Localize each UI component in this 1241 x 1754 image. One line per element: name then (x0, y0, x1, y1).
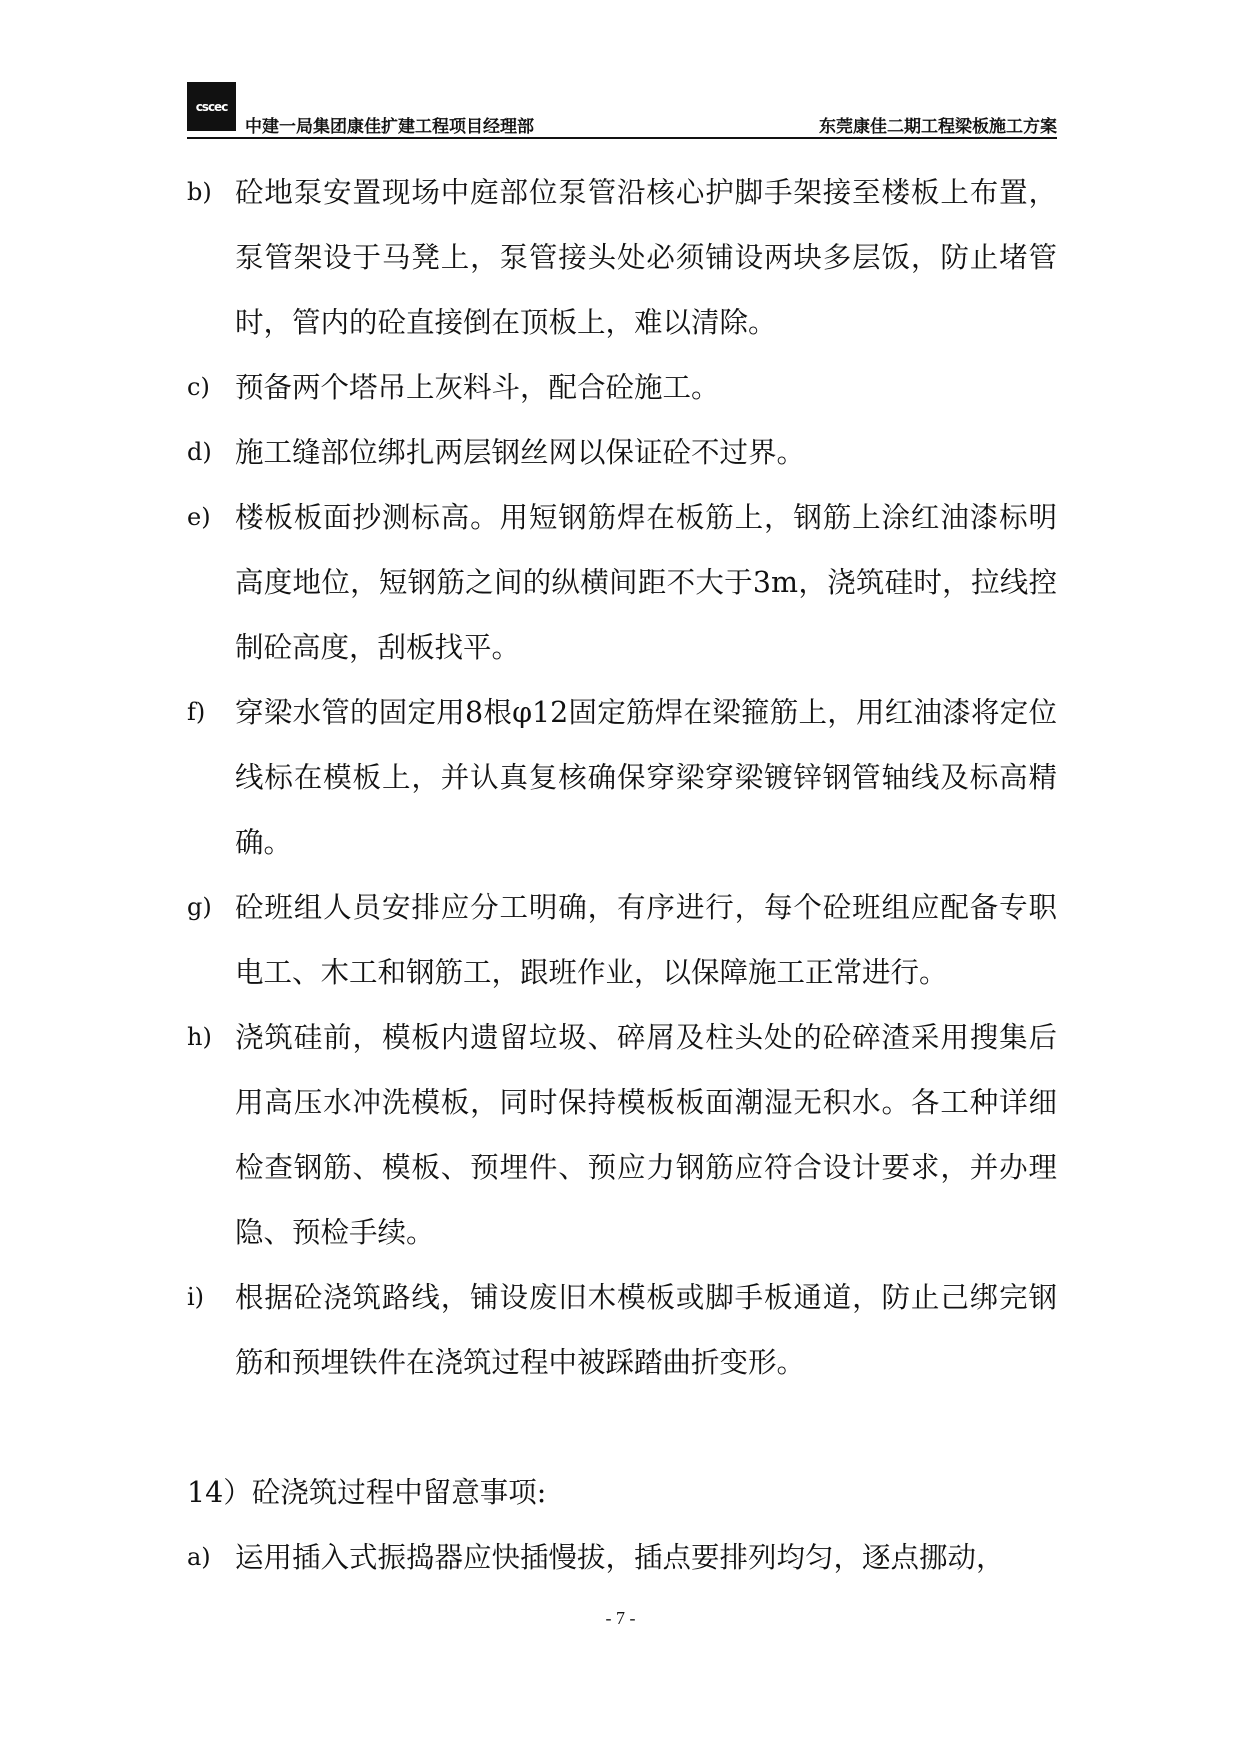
header-right-title: 东莞康佳二期工程梁板施工方案 (819, 117, 1057, 137)
list-item (187, 355, 1057, 420)
list-marker: c) (187, 373, 210, 401)
list-marker: e) (187, 503, 211, 531)
list-item (187, 1525, 1057, 1590)
list-item-text: 穿梁水管的固定用8根φ12固定筋焊在梁箍筋上，用红油漆将定位线标在模板上，并认真复核确保穿梁穿梁镀锌钢管轴线及标高精确。 (235, 696, 1057, 859)
list-marker: h) (187, 1023, 212, 1051)
list-item-text: 砼班组人员安排应分工明确，有序进行，每个砼班组应配备专职电工、木工和钢筋工，跟班作业，以保障施工正常进行。 (235, 891, 1057, 989)
list-marker: d) (187, 438, 212, 466)
list-item (187, 680, 1057, 875)
list-item (187, 160, 1057, 355)
document-body (187, 160, 1057, 1590)
list-marker: a) (187, 1543, 211, 1571)
section-heading: 14）砼浇筑过程中留意事项: (187, 1476, 547, 1509)
list-item (187, 875, 1057, 1005)
list-marker: i) (187, 1283, 205, 1311)
list-item (187, 1005, 1057, 1265)
list-marker: g) (187, 893, 212, 921)
page-header (187, 82, 1057, 140)
list-item-text: 根据砼浇筑路线，铺设废旧木模板或脚手板通道，防止己绑完钢筋和预埋铁件在浇筑过程中被踩踏曲折变形。 (235, 1281, 1057, 1379)
list-item-text: 楼板板面抄测标高。用短钢筋焊在板筋上，钢筋上涂红油漆标明高度地位，短钢筋之间的纵横间距不大于3m，浇筑硅时，拉线控制砼高度，刮板找平。 (235, 501, 1057, 664)
list-item (187, 485, 1057, 680)
header-left-title: 中建一局集团康佳扩建工程项目经理部 (245, 117, 534, 137)
list-item-text: 预备两个塔吊上灰料斗，配合砼施工。 (235, 371, 720, 404)
list-marker: f) (187, 698, 206, 726)
page-number: - 7 - (605, 1608, 636, 1628)
company-logo (187, 82, 236, 131)
list-item (187, 420, 1057, 485)
logo-text: cscec (195, 100, 228, 114)
header-divider (187, 137, 1057, 139)
list-marker: b) (187, 178, 212, 206)
list-item-text: 运用插入式振捣器应快插慢拔，插点要排列均匀，逐点挪动， (235, 1541, 1005, 1574)
list-item-text: 施工缝部位绑扎两层钢丝网以保证砼不过界。 (235, 436, 806, 469)
list-item-text: 砼地泵安置现场中庭部位泵管沿核心护脚手架接至楼板上布置，泵管架设于马凳上，泵管接头处必须铺设两块多层饭，防止堵管时，管内的砼直接倒在顶板上，难以清除。 (235, 176, 1057, 339)
list-item (187, 1265, 1057, 1395)
list-item-text: 浇筑硅前，模板内遗留垃圾、碎屑及柱头处的砼碎渣采用搜集后用高压水冲洗模板，同时保持模板板面潮湿无积水。各工种详细检查钢筋、模板、预埋件、预应力钢筋应符合设计要求，并办理隐、预检手续。 (235, 1021, 1057, 1249)
